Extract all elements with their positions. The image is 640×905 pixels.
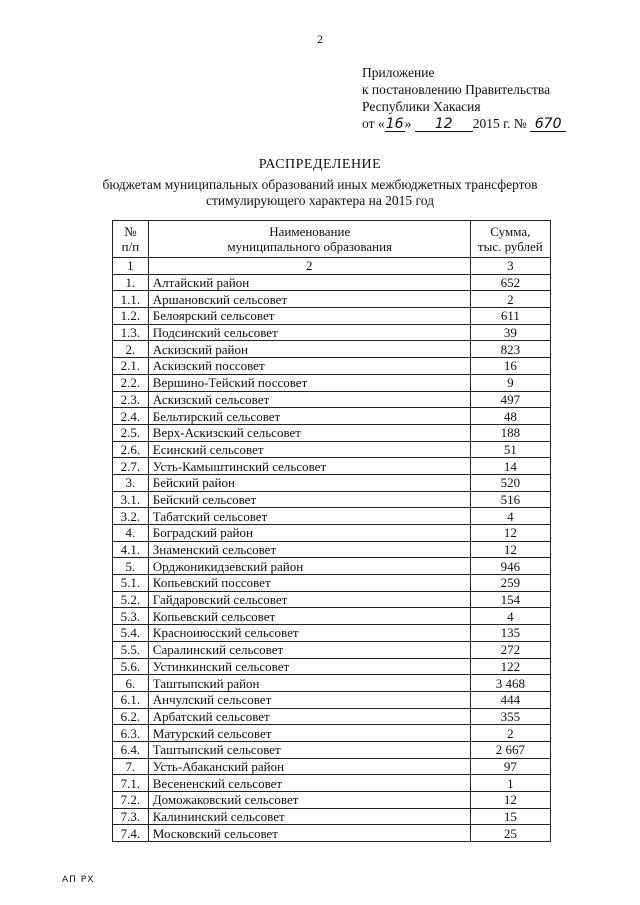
row-number-cell: 6.2. xyxy=(113,708,149,725)
date-prefix: от « xyxy=(362,116,385,131)
row-number-cell: 5.3. xyxy=(113,608,149,625)
row-number-cell: 1.3. xyxy=(113,324,149,341)
row-number-cell: 5.4. xyxy=(113,625,149,642)
table-row xyxy=(113,374,551,391)
row-number-cell: 3.1. xyxy=(113,491,149,508)
row-name-cell: Гайдаровский сельсовет xyxy=(148,591,470,608)
table-row xyxy=(113,758,551,775)
table-body xyxy=(113,258,551,842)
row-number-cell: 2.2. xyxy=(113,374,149,391)
row-sum-cell: 97 xyxy=(470,758,550,775)
row-sum-cell: 3 468 xyxy=(470,675,550,692)
row-sum-cell: 16 xyxy=(470,358,550,375)
transfers-table xyxy=(112,220,551,842)
table-row xyxy=(113,691,551,708)
row-name-cell: Аскизский район xyxy=(148,341,470,358)
appendix-line-2: к постановлению Правительства xyxy=(362,82,551,97)
row-name-cell: Бельтирский сельсовет xyxy=(148,408,470,425)
row-name-cell: Вершино-Тейский поссовет xyxy=(148,374,470,391)
row-number-cell: 2.3. xyxy=(113,391,149,408)
row-number-cell: 5.2. xyxy=(113,591,149,608)
appendix-line-1: Приложение xyxy=(362,65,435,80)
row-sum-cell: 1 xyxy=(470,775,550,792)
table-row xyxy=(113,458,551,475)
row-sum-cell: 51 xyxy=(470,441,550,458)
row-name-cell: Саралинский сельсовет xyxy=(148,641,470,658)
row-sum-cell: 444 xyxy=(470,691,550,708)
row-name-cell: Усть-Камыштинский сельсовет xyxy=(148,458,470,475)
appendix-block xyxy=(362,64,566,132)
row-number-cell: 2.7. xyxy=(113,458,149,475)
table-row xyxy=(113,641,551,658)
table-row xyxy=(113,274,551,291)
handwritten-month: 12 xyxy=(415,118,473,132)
row-sum-cell: 946 xyxy=(470,558,550,575)
footer-mark: АП РХ xyxy=(62,875,95,885)
row-number-cell: 4.1. xyxy=(113,541,149,558)
header-num: № п/п xyxy=(113,221,149,258)
row-name-cell: Устинкинский сельсовет xyxy=(148,658,470,675)
row-sum-cell: 48 xyxy=(470,408,550,425)
index-cell-2: 2 xyxy=(148,258,470,275)
row-name-cell: Верх-Аскизский сельсовет xyxy=(148,424,470,441)
table-row xyxy=(113,541,551,558)
row-sum-cell: 154 xyxy=(470,591,550,608)
row-name-cell: Белоярский сельсовет xyxy=(148,308,470,325)
row-name-cell: Калининский сельсовет xyxy=(148,808,470,825)
row-name-cell: Знаменский сельсовет xyxy=(148,541,470,558)
header-sum: Сумма, тыс. рублей xyxy=(470,221,550,258)
row-number-cell: 2.6. xyxy=(113,441,149,458)
row-number-cell: 1. xyxy=(113,274,149,291)
row-name-cell: Матурский сельсовет xyxy=(148,725,470,742)
row-sum-cell: 122 xyxy=(470,658,550,675)
table-row xyxy=(113,474,551,491)
row-sum-cell: 12 xyxy=(470,541,550,558)
row-sum-cell: 39 xyxy=(470,324,550,341)
row-name-cell: Аскизский поссовет xyxy=(148,358,470,375)
row-number-cell: 6. xyxy=(113,675,149,692)
row-name-cell: Усть-Абаканский район xyxy=(148,758,470,775)
row-name-cell: Таштыпский район xyxy=(148,675,470,692)
row-number-cell: 6.4. xyxy=(113,741,149,758)
table-row xyxy=(113,625,551,642)
row-name-cell: Бейский сельсовет xyxy=(148,491,470,508)
row-name-cell: Подсинский сельсовет xyxy=(148,324,470,341)
table-row xyxy=(113,725,551,742)
row-sum-cell: 4 xyxy=(470,508,550,525)
row-number-cell: 7.1. xyxy=(113,775,149,792)
table-row xyxy=(113,591,551,608)
table-row xyxy=(113,658,551,675)
table-row xyxy=(113,291,551,308)
row-number-cell: 3. xyxy=(113,474,149,491)
row-name-cell: Табатский сельсовет xyxy=(148,508,470,525)
date-quote-close: » xyxy=(404,116,412,131)
row-name-cell: Доможаковский сельсовет xyxy=(148,792,470,809)
row-number-cell: 6.3. xyxy=(113,725,149,742)
row-number-cell: 6.1. xyxy=(113,691,149,708)
row-sum-cell: 259 xyxy=(470,575,550,592)
row-sum-cell: 188 xyxy=(470,424,550,441)
row-number-cell: 1.1. xyxy=(113,291,149,308)
row-sum-cell: 272 xyxy=(470,641,550,658)
row-name-cell: Алтайский район xyxy=(148,274,470,291)
table-row xyxy=(113,341,551,358)
table-row xyxy=(113,525,551,542)
row-number-cell: 7. xyxy=(113,758,149,775)
date-year: 2015 г. № xyxy=(472,116,527,131)
row-sum-cell: 652 xyxy=(470,274,550,291)
row-name-cell: Копьевский поссовет xyxy=(148,575,470,592)
row-number-cell: 7.3. xyxy=(113,808,149,825)
row-sum-cell: 135 xyxy=(470,625,550,642)
table-row xyxy=(113,775,551,792)
table-row xyxy=(113,792,551,809)
row-sum-cell: 611 xyxy=(470,308,550,325)
row-number-cell: 5.5. xyxy=(113,641,149,658)
row-number-cell: 5.1. xyxy=(113,575,149,592)
document-title: РАСПРЕДЕЛЕНИЕ xyxy=(258,157,382,172)
row-number-cell: 2.1. xyxy=(113,358,149,375)
row-name-cell: Есинский сельсовет xyxy=(148,441,470,458)
page-number: 2 xyxy=(317,32,323,46)
appendix-line-3: Республики Хакасия xyxy=(362,99,481,114)
index-cell-3: 3 xyxy=(470,258,550,275)
row-name-cell: Арбатский сельсовет xyxy=(148,708,470,725)
row-name-cell: Красноиюсский сельсовет xyxy=(148,625,470,642)
index-cell-1: 1 xyxy=(113,258,149,275)
row-sum-cell: 9 xyxy=(470,374,550,391)
row-name-cell: Орджоникидзевский район xyxy=(148,558,470,575)
table-row xyxy=(113,424,551,441)
row-name-cell: Копьевский сельсовет xyxy=(148,608,470,625)
row-sum-cell: 12 xyxy=(470,525,550,542)
row-number-cell: 2.4. xyxy=(113,408,149,425)
table-row xyxy=(113,808,551,825)
handwritten-day: 16 xyxy=(385,116,404,132)
row-number-cell: 3.2. xyxy=(113,508,149,525)
row-number-cell: 5.6. xyxy=(113,658,149,675)
row-name-cell: Боградский район xyxy=(148,525,470,542)
row-sum-cell: 15 xyxy=(470,808,550,825)
row-number-cell: 2. xyxy=(113,341,149,358)
row-sum-cell: 25 xyxy=(470,825,550,842)
row-name-cell: Аршановский сельсовет xyxy=(148,291,470,308)
row-name-cell: Анчулский сельсовет xyxy=(148,691,470,708)
table-row xyxy=(113,441,551,458)
row-number-cell: 7.4. xyxy=(113,825,149,842)
document-subtitle: бюджетам муниципальных образований иных межбюджетных трансфертов стимулирующего характера на 2015 год xyxy=(102,177,538,208)
row-sum-cell: 2 667 xyxy=(470,741,550,758)
row-number-cell: 4. xyxy=(113,525,149,542)
row-number-cell: 2.5. xyxy=(113,424,149,441)
row-name-cell: Весененский сельсовет xyxy=(148,775,470,792)
table-row xyxy=(113,508,551,525)
row-sum-cell: 2 xyxy=(470,725,550,742)
table-header-row xyxy=(113,221,551,258)
row-sum-cell: 516 xyxy=(470,491,550,508)
table-row xyxy=(113,825,551,842)
table-row xyxy=(113,608,551,625)
row-name-cell: Московский сельсовет xyxy=(148,825,470,842)
appendix-date-line xyxy=(362,115,566,132)
row-name-cell: Бейский район xyxy=(148,474,470,491)
row-number-cell: 7.2. xyxy=(113,792,149,809)
table-row xyxy=(113,358,551,375)
row-sum-cell: 355 xyxy=(470,708,550,725)
row-name-cell: Аскизский сельсовет xyxy=(148,391,470,408)
table-row xyxy=(113,391,551,408)
table-row xyxy=(113,708,551,725)
row-number-cell: 5. xyxy=(113,558,149,575)
table-row xyxy=(113,408,551,425)
row-sum-cell: 823 xyxy=(470,341,550,358)
table-row xyxy=(113,324,551,341)
table-row xyxy=(113,308,551,325)
row-name-cell: Таштыпский сельсовет xyxy=(148,741,470,758)
row-sum-cell: 497 xyxy=(470,391,550,408)
table-index-row xyxy=(113,258,551,275)
row-number-cell: 1.2. xyxy=(113,308,149,325)
header-name: Наименование муниципального образования xyxy=(148,221,470,258)
table-row xyxy=(113,675,551,692)
table-row xyxy=(113,575,551,592)
row-sum-cell: 520 xyxy=(470,474,550,491)
row-sum-cell: 4 xyxy=(470,608,550,625)
table-row xyxy=(113,558,551,575)
row-sum-cell: 12 xyxy=(470,792,550,809)
row-sum-cell: 2 xyxy=(470,291,550,308)
row-sum-cell: 14 xyxy=(470,458,550,475)
handwritten-number: 670 xyxy=(530,118,566,132)
table-row xyxy=(113,491,551,508)
table-row xyxy=(113,741,551,758)
